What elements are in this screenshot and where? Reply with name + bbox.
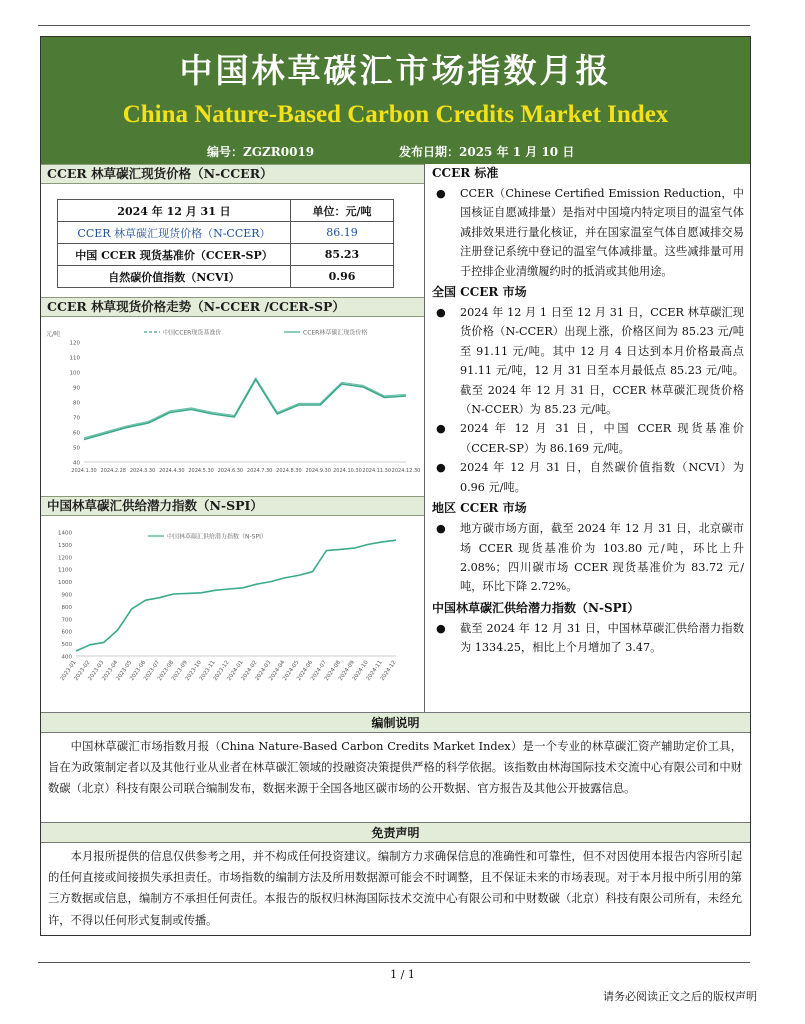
- list-item: ● 2024 年 12 月 31 日，中国 CCER 现货基准价（CCER-SP）为 86.169 元/吨。: [436, 422, 744, 455]
- series-line: [76, 540, 396, 651]
- x-tick-label: 2024.10.30: [333, 468, 362, 474]
- x-tick-label: 2024.12.30: [391, 468, 420, 474]
- x-tick-label: 2024-10: [351, 659, 370, 682]
- table-unit: 单位：元/吨: [291, 200, 394, 222]
- right-column: [432, 164, 744, 658]
- list-item: ● 2024 年 12 月 1 日至 12 月 31 日，CCER 林草碳汇现货价格（N-CCER）出现上涨，价格区间为 85.23 元/吨至 91.11 元/吨。其中 12 月 4 日达到本月价格最高点 91.11 元/吨，12 月 31 日至本月最低点 85.23 元/吨。截至 2024 年 12 月 31 日，CCER 林草碳汇现货价格（N-CCER）为 85.23 元/吨。: [436, 306, 744, 417]
- serial-number: 编号：ZGZR0019: [207, 145, 315, 159]
- y-tick-label: 900: [61, 592, 72, 599]
- bullet-text: 2024 年 12 月 31 日，自然碳价值指数（NCVI）为 0.96 元/吨。: [460, 461, 744, 494]
- trend-section-heading: CCER 林草现货价格走势（N-CCER /CCER-SP）: [41, 297, 424, 317]
- y-tick-label: 800: [61, 604, 72, 611]
- x-tick-label: 2024.6.30: [217, 468, 244, 474]
- x-tick-label: 2024-11: [365, 659, 384, 682]
- row-label-ccersp: 中国 CCER 现货基准价（CCER-SP）: [58, 244, 291, 266]
- y-tick-label: 90: [73, 385, 80, 392]
- x-tick-label: 2024.4.30: [159, 468, 185, 474]
- x-tick-label: 2024-08: [323, 659, 342, 682]
- x-tick-label: 2023-07: [143, 659, 162, 682]
- national-market-heading: 全国 CCER 市场: [432, 285, 527, 300]
- spi-heading: 中国林草碳汇供给潜力指数（N-SPI）: [432, 600, 640, 615]
- x-tick-label: 2023-02: [73, 659, 92, 682]
- y-tick-label: 120: [69, 340, 80, 347]
- y-tick-label: 110: [69, 355, 80, 362]
- title-chinese: 中国林草碳汇市场指数月报: [179, 51, 612, 90]
- y-tick-label: 500: [61, 642, 72, 649]
- x-tick-label: 2024.7.30: [246, 468, 273, 474]
- x-tick-label: 2024.8.30: [276, 468, 302, 474]
- table-row: [58, 266, 394, 288]
- price-section-heading: CCER 林草碳汇现货价格（N-CCER）: [41, 164, 424, 184]
- x-tick-label: 2023-06: [129, 659, 148, 682]
- row-label-ncvi: 自然碳价值指数（NCVI）: [58, 266, 291, 288]
- row-value-nccer: 86.19: [291, 222, 394, 244]
- copyright-notice: 请务必阅读正文之后的版权声明: [603, 990, 757, 1003]
- x-tick-label: 2023-12: [212, 659, 231, 682]
- x-tick-label: 2024-02: [240, 659, 259, 682]
- y-tick-label: 60: [73, 430, 80, 437]
- list-item: ● 地方碳市场方面，截至 2024 年 12 月 31 日，北京碳市场 CCER 现货基准价为 103.80 元/吨，环比上升 2.08%；四川碳市场 CCER 现货基准价为 83.72 元/吨，环比下降 2.72%。: [436, 522, 744, 594]
- x-tick-label: 2024.1.30: [71, 468, 97, 474]
- x-tick-label: 2024-12: [379, 659, 398, 682]
- row-value-ncvi: 0.96: [291, 266, 394, 288]
- y-tick-label: 1400: [58, 530, 72, 537]
- x-tick-label: 2023-04: [101, 659, 120, 682]
- x-tick-label: 2024-01: [226, 659, 245, 682]
- x-tick-label: 2024-07: [309, 659, 329, 682]
- x-tick-label: 2024-06: [296, 659, 315, 682]
- price-table: [57, 199, 394, 288]
- bullet-text: 2024 年 12 月 31 日，中国 CCER 现货基准价（CCER-SP）为 86.169 元/吨。: [460, 422, 744, 455]
- list-item: ● CCER（Chinese Certified Emission Reduction，中国核证自愿减排量）是指对中国境内特定项目的温室气体减排效果进行量化核证，并在国家温室气体自愿减排交易注册登记系统中登记的温室气体减排量。这些减排量可用于控排企业清缴履约时的抵消或其他用途。: [436, 187, 744, 278]
- disclaimer-text: 本月报所提供的信息仅供参考之用，并不构成任何投资建议。编制方力求确保信息的准确性和可靠性，但不对因使用本报告内容所引起的任何直接或间接损失承担责任。市场指数的编制方法及所用数据源可能会不时调整，且不保证未来的市场表现。对于本月报中所引用的第三方数据或信息，编制方不承担任何责任。本报告的版权归林海国际技术交流中心有限公司和中财数碳（北京）科技有限公司所有，未经允许，不得以任何形式复制或传播。: [48, 850, 742, 927]
- bullet-text: 地方碳市场方面，截至 2024 年 12 月 31 日，北京碳市场 CCER 现货基准价为 103.80 元/吨，环比上升 2.08%；四川碳市场 CCER 现货基准价为 83.72 元/吨，环比下降 2.72%。: [460, 522, 744, 594]
- x-tick-label: 2023-09: [170, 659, 189, 682]
- bullet-text: 截至 2024 年 12 月 31 日，中国林草碳汇供给潜力指数为 1334.25，相比上个月增加了 3.47。: [460, 621, 744, 655]
- series-line: [84, 380, 406, 440]
- publish-date: 发布日期：2025 年 1 月 10 日: [399, 145, 575, 159]
- x-tick-label: 2024-09: [337, 659, 356, 682]
- spi-chart: [44, 520, 420, 710]
- x-tick-label: 2023-05: [115, 659, 134, 682]
- table-row: [58, 200, 394, 222]
- x-tick-label: 2023-10: [184, 659, 203, 682]
- y-tick-label: 700: [61, 617, 72, 624]
- row-value-ccersp: 85.23: [291, 244, 394, 266]
- price-trend-chart: [44, 320, 420, 492]
- notes-heading: 编制说明: [41, 712, 750, 733]
- y-tick-label: 400: [61, 654, 72, 661]
- x-tick-label: 2024.2.28: [100, 468, 126, 474]
- y-tick-label: 1200: [58, 555, 72, 562]
- y-tick-label: 1000: [58, 580, 72, 587]
- bullet-text: CCER（Chinese Certified Emission Reduction，中国核证自愿减排量）是指对中国境内特定项目的温室气体减排效果进行量化核证，并在国家温室气体自愿减排交易注册登记系统中登记的温室气体减排量。这些减排量可用于控排企业清缴履约时的抵消或其他用途。: [460, 187, 744, 278]
- x-tick-label: 2024-03: [254, 659, 273, 682]
- x-tick-label: 2024.9.30: [305, 468, 331, 474]
- y-tick-label: 1100: [58, 567, 72, 574]
- ccer-standard-heading: CCER 标准: [432, 166, 499, 180]
- x-tick-label: 2024-05: [282, 659, 301, 682]
- legend-label: CCER林草碳汇现货价格: [303, 329, 368, 337]
- row-label-nccer: CCER 林草碳汇现货价格（N-CCER）: [58, 222, 291, 244]
- y-axis-label: 元/吨: [46, 331, 61, 338]
- list-item: ● 2024 年 12 月 31 日，自然碳价值指数（NCVI）为 0.96 元/吨。: [436, 461, 744, 494]
- list-item: ● 截至 2024 年 12 月 31 日，中国林草碳汇供给潜力指数为 1334.25，相比上个月增加了 3.47。: [436, 621, 744, 655]
- table-row: [58, 222, 394, 244]
- x-tick-label: 2024-04: [268, 659, 287, 682]
- disclaimer-heading: 免责声明: [41, 822, 750, 843]
- x-tick-label: 2024.11.30: [362, 468, 392, 474]
- table-row: [58, 244, 394, 266]
- bullet-text: 2024 年 12 月 1 日至 12 月 31 日，CCER 林草碳汇现货价格（N-CCER）出现上涨，价格区间为 85.23 元/吨至 91.11 元/吨。其中 12 月 4 日达到本月价格最高点 91.11 元/吨，12 月 31 日至本月最低点 85.23 元/吨。截至 2024 年 12 月 31 日，CCER 林草碳汇现货价格（N-CCER）为 85.23 元/吨。: [460, 306, 744, 417]
- y-tick-label: 40: [73, 460, 80, 467]
- y-tick-label: 80: [73, 400, 80, 407]
- legend-label: 中国CCER现货基准价: [163, 329, 222, 337]
- regional-market-heading: 地区 CCER 市场: [432, 501, 527, 516]
- x-tick-label: 2023-08: [156, 659, 176, 682]
- y-tick-label: 100: [69, 370, 80, 377]
- y-tick-label: 600: [61, 629, 72, 636]
- title-english: China Nature-Based Carbon Credits Market Index: [122, 101, 669, 128]
- legend-label: 中国林草碳汇供给潜力指数（N-SPI）: [167, 533, 267, 541]
- page-number: 1 / 1: [390, 968, 415, 981]
- x-tick-label: 2023-01: [59, 659, 78, 682]
- x-tick-label: 2024.3.30: [129, 468, 156, 474]
- x-tick-label: 2023-03: [87, 659, 106, 682]
- y-tick-label: 1300: [58, 542, 72, 549]
- report-header: [41, 37, 750, 164]
- top-rule: [38, 25, 750, 26]
- notes-text: 中国林草碳汇市场指数月报（China Nature-Based Carbon Credits Market Index）是一个专业的林草碳汇资产辅助定价工具，旨在为政策制定者以及其他行业从业者在林草碳汇领域的投融资决策提供严格的科学依据。该指数由林海国际技术交流中心有限公司和中财数碳（北京）科技有限公司联合编制发布，数据来源于全国各地区碳市场的公开数据、官方报告及其他公开披露信息。: [48, 740, 742, 796]
- y-tick-label: 50: [73, 445, 80, 452]
- x-tick-label: 2024.5.30: [188, 468, 214, 474]
- table-date: 2024 年 12 月 31 日: [58, 200, 291, 222]
- bottom-rule: [38, 962, 750, 963]
- x-tick-label: 2023-11: [198, 659, 217, 682]
- spi-section-heading: 中国林草碳汇供给潜力指数（N-SPI）: [41, 496, 424, 516]
- y-tick-label: 70: [73, 415, 80, 422]
- column-divider: [424, 164, 425, 712]
